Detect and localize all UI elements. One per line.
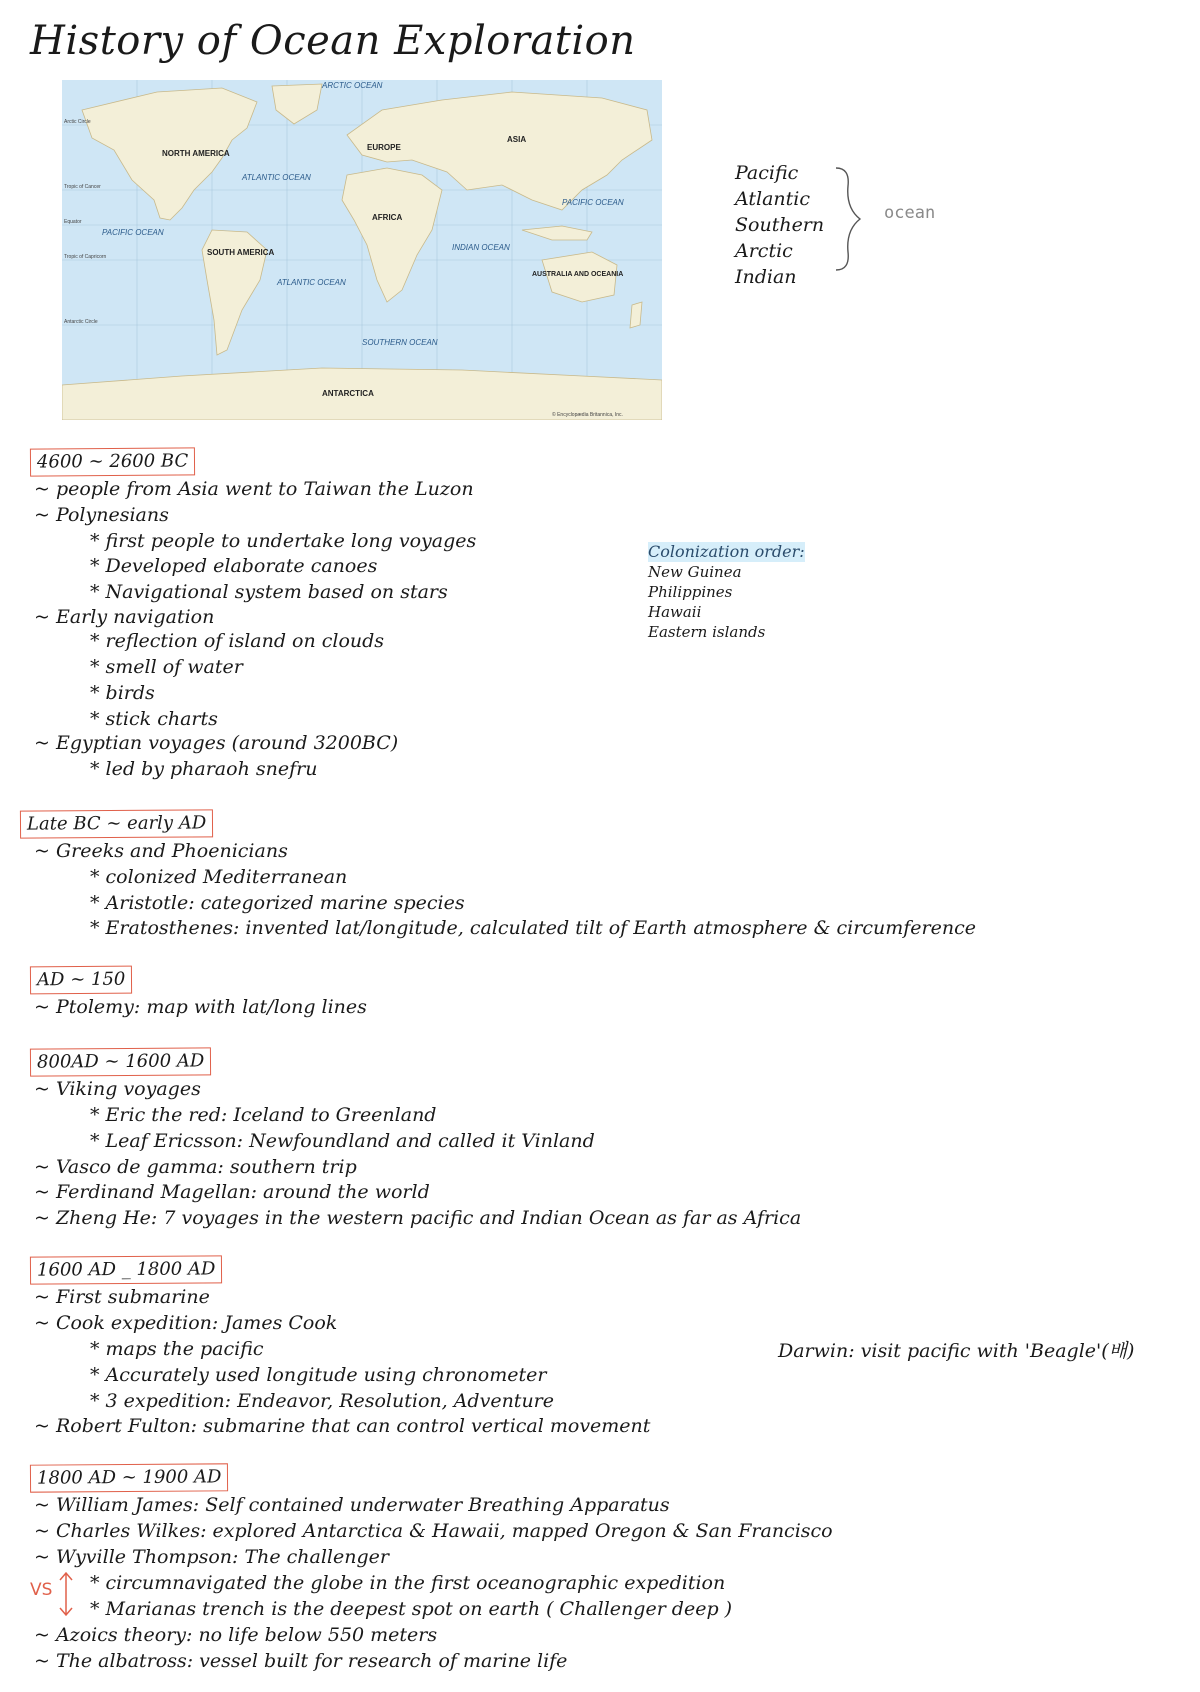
section-header: AD ~ 150 [30,966,133,995]
colonization-item: New Guinea [648,563,742,581]
map-label-antarctica: ANTARCTICA [322,389,374,398]
map-label-atlantic-s: ATLANTIC OCEAN [277,278,346,287]
map-label-africa: AFRICA [372,213,403,222]
list-item: * 3 expedition: Endeavor, Resolution, Adventure [90,1390,555,1412]
ocean-item: Southern [735,214,825,236]
list-item: * Accurately used longitude using chronometer [90,1364,547,1386]
list-item: * Aristotle: categorized marine species [90,892,465,914]
list-item: * colonized Mediterranean [90,866,348,888]
section-header: 1800 AD ~ 1900 AD [30,1463,229,1492]
list-item: ~ Zheng He: 7 voyages in the western pacific and Indian Ocean as far as Africa [34,1207,802,1229]
section-header: 1600 AD _ 1800 AD [30,1255,223,1284]
ocean-item: Indian [735,266,797,288]
list-item: ~ Vasco de gamma: southern trip [34,1156,357,1178]
list-item: * Eratosthenes: invented lat/longitude, calculated tilt of Earth atmosphere & circumference [90,917,976,939]
map-label-tropic-cancer: Tropic of Cancer [64,184,101,190]
list-item: * Eric the red: Iceland to Greenland [90,1104,437,1126]
map-credit: © Encyclopædia Britannica, Inc. [552,412,623,418]
map-label-arctic-circle: Arctic Circle [64,119,91,125]
list-item: ~ Polynesians [34,504,169,526]
list-item: ~ Early navigation [34,606,215,628]
list-item: ~ Ptolemy: map with lat/long lines [34,996,367,1018]
map-label-south-america: SOUTH AMERICA [207,248,275,257]
list-item: ~ Viking voyages [34,1078,201,1100]
colonization-heading: Colonization order: [648,542,805,561]
section-header: Late BC ~ early AD [20,809,213,838]
list-item: * circumnavigated the globe in the first oceanographic expedition [90,1572,726,1594]
section-header: 4600 ~ 2600 BC [30,447,195,476]
list-item: * stick charts [90,708,218,730]
list-item: * smell of water [90,656,243,678]
map-label-australia: AUSTRALIA AND OCEANIA [532,271,624,278]
colonization-note [648,542,805,642]
map-label-pacific-e: PACIFIC OCEAN [562,198,624,207]
list-item: * maps the pacific [90,1338,264,1360]
list-item: ~ Robert Fulton: submarine that can control vertical movement [34,1415,651,1437]
ocean-item: Pacific [735,162,799,184]
page-title: History of Ocean Exploration [30,18,636,64]
section-header: 800AD ~ 1600 AD [30,1047,211,1076]
map-label-arctic: ARCTIC OCEAN [322,81,383,90]
list-item: ~ Ferdinand Magellan: around the world [34,1181,430,1203]
list-item: ~ First submarine [34,1286,210,1308]
world-map [62,80,662,420]
list-item: ~ Egyptian voyages (around 3200BC) [34,732,399,754]
list-item: ~ Greeks and Phoenicians [34,840,288,862]
colonization-item: Eastern islands [648,623,766,641]
list-item: ~ Cook expedition: James Cook [34,1312,338,1334]
vs-label: VS [30,1580,53,1600]
ocean-item: Arctic [735,240,793,262]
map-label-indian: INDIAN OCEAN [452,243,510,252]
map-label-antarctic-circle: Antarctic Circle [64,319,98,325]
double-arrow-icon [56,1570,76,1618]
list-item: * led by pharaoh snefru [90,758,318,780]
curly-brace-icon [832,164,866,274]
list-item: ~ Charles Wilkes: explored Antarctica & Hawaii, mapped Oregon & San Francisco [34,1520,833,1542]
ocean-item: Atlantic [735,188,811,210]
colonization-item: Philippines [648,583,733,601]
ocean-list [735,160,824,290]
map-label-asia: ASIA [507,135,527,144]
list-item: * Marianas trench is the deepest spot on earth ( Challenger deep ) [90,1598,733,1620]
list-item: * first people to undertake long voyages [90,530,477,552]
list-item: ~ Wyville Thompson: The challenger [34,1546,389,1568]
list-item: ~ The albatross: vessel built for research of marine life [34,1650,568,1672]
list-item: ~ Azoics theory: no life below 550 meters [34,1624,438,1646]
map-label-pacific-w: PACIFIC OCEAN [102,228,164,237]
list-item: * reflection of island on clouds [90,630,385,652]
list-item: * Developed elaborate canoes [90,555,378,577]
list-item: * Navigational system based on stars [90,581,448,603]
map-label-tropic-capricorn: Tropic of Capricorn [64,254,107,260]
map-label-atlantic-n: ATLANTIC OCEAN [242,173,311,182]
list-item: ~ people from Asia went to Taiwan the Luzon [34,478,474,500]
map-label-southern: SOUTHERN OCEAN [362,338,438,347]
map-label-equator: Equator [64,219,82,225]
map-new-zealand [630,302,642,328]
list-item: * Leaf Ericsson: Newfoundland and called it Vinland [90,1130,595,1152]
darwin-note: Darwin: visit pacific with 'Beagle'(배) [778,1340,1135,1362]
map-label-europe: EUROPE [367,143,401,152]
list-item: * birds [90,682,155,704]
ocean-brace-label: ocean [884,203,936,223]
colonization-item: Hawaii [648,603,702,621]
list-item: ~ William James: Self contained underwater Breathing Apparatus [34,1494,670,1516]
map-label-north-america: NORTH AMERICA [162,149,230,158]
